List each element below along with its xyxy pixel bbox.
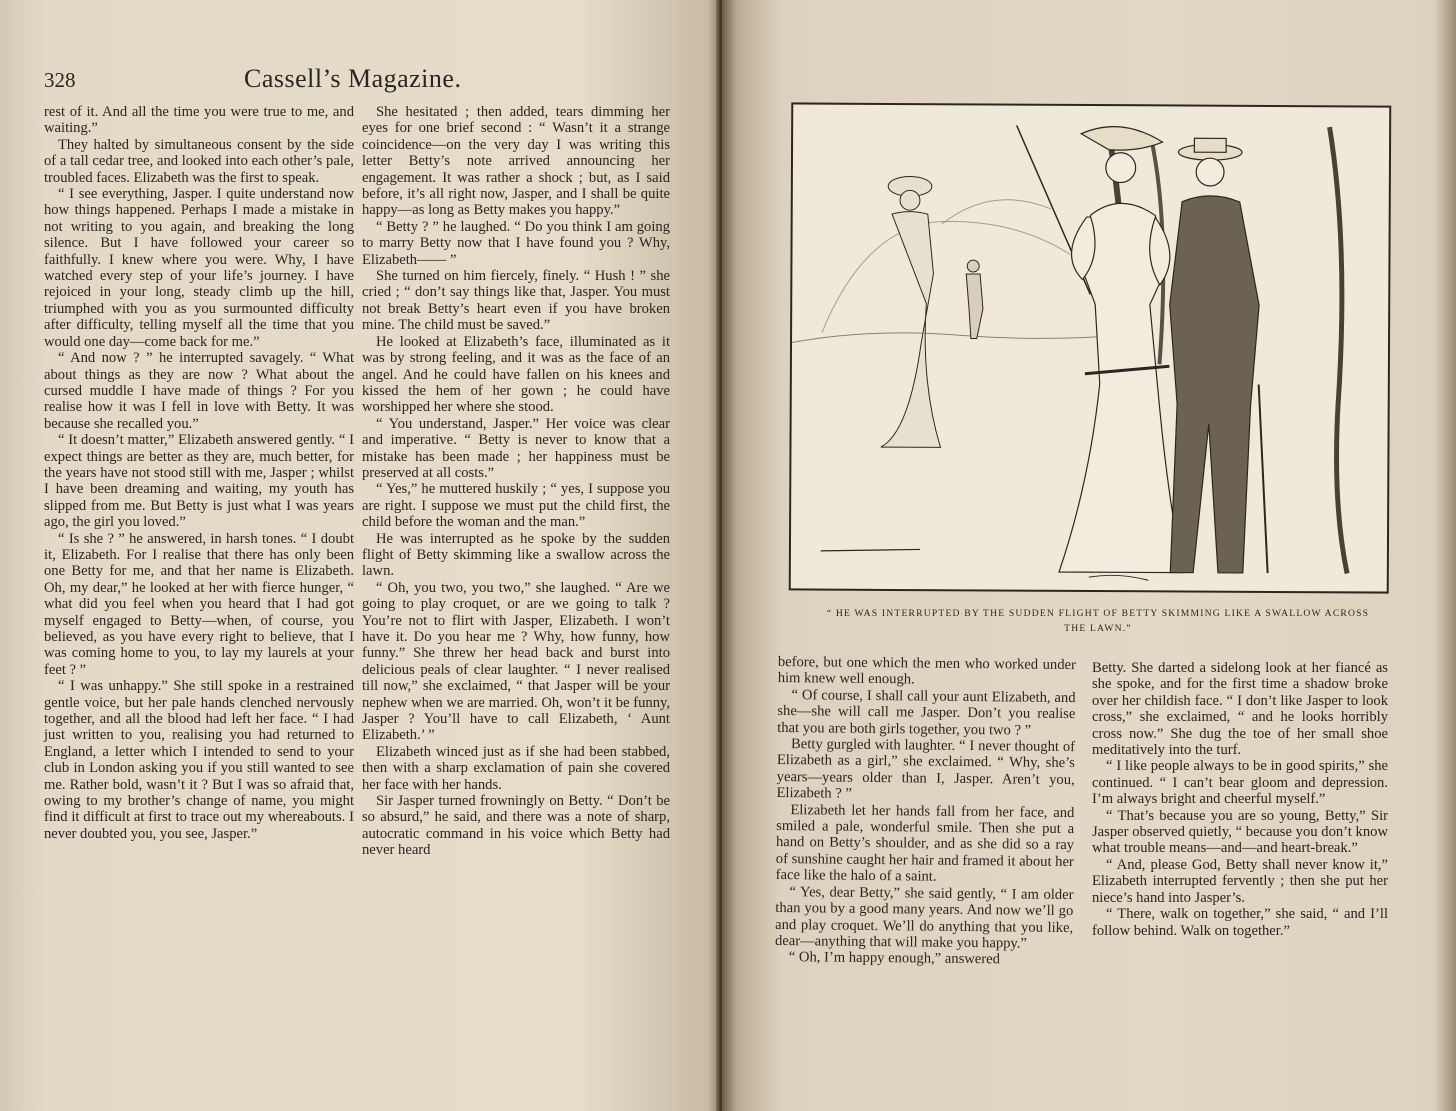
text-column-1 xyxy=(44,104,354,842)
paragraph: “ It doesn’t matter,” Elizabeth answered gently. “ I expect things are better as they are, much better, for the years have not stood still with me, Jasper ; whilst I have been dreaming and waiting, my youth has slipped from me. But Betty is just what I was years ago, the girl you loved.” xyxy=(44,432,354,531)
paragraph: “ Is she ? ” he answered, in harsh tones. “ I doubt it, Elizabeth. For I realise that there has only been one Betty for me, and that her name is Elizabeth. Oh, my dear,” he looked at her with fierce hunger, “ what did you feel when you heard that I had got myself engaged to Betty—when, of course, you believed, as you have every right to believe, that I was coming home to you, to lay my laurels at your feet ? ” xyxy=(44,530,354,678)
paragraph: “ You understand, Jasper.” Her voice was clear and imperative. “ Betty is never to know that a mistake has been made ; her happiness must be preserved at all costs.” xyxy=(362,415,670,481)
paragraph: rest of it. And all the time you were true to me, and waiting.” xyxy=(44,104,354,137)
paragraph: “ Oh, I’m happy enough,” answered xyxy=(788,949,1001,968)
magazine-title: Cassell’s Magazine. xyxy=(244,64,462,93)
text-column-2 xyxy=(362,104,670,859)
page-header xyxy=(40,64,680,100)
paragraph: “ I see everything, Jasper. I quite understand now how things happened. Perhaps I made a mistake in not writing to you again, and breaking the long silence. But I have followed your career so faithfully. I knew where you were. Why, I have watched every step of your life’s journey. I have rejoiced in your long, steady climb up the hill, triumphed with you as you surmounted difficulty after difficulty, telling myself all the time that you would one day—come back for me.” xyxy=(44,186,354,350)
page-number: 328 xyxy=(44,68,76,92)
paragraph: “ That’s because you are so young, Betty,” Sir Jasper observed quietly, “ because you don’t know what trouble means—and—and heart-break.” xyxy=(1092,807,1388,857)
left-page xyxy=(0,0,722,1111)
paragraph: She hesitated ; then added, tears dimming her eyes for one brief second : “ Wasn’t it a strange coincidence—on the very day I was writing this letter Betty’s note arrived announcing her engagement. It was rather a shock ; but, as I said before, it’s all right now, Jasper, and I shall be quite happy—as long as Betty makes you happy.” xyxy=(362,104,670,219)
illustration-drawing xyxy=(791,104,1390,591)
paragraph: “ Of course, I shall call your aunt Elizabeth, and she—she will call me Jasper. Don’t you realise that you are both girls together, you two ? ” xyxy=(777,686,1076,739)
paragraph: Elizabeth winced just as if she had been stabbed, then with a sharp exclamation of pain she covered her face with her hands. xyxy=(362,743,670,793)
text-column-4 xyxy=(1092,660,1388,939)
paragraph: “ I like people always to be in good spirits,” she continued. “ I can’t bear gloom and depression. I’m always bright and cheerful myself.” xyxy=(1092,758,1388,808)
paragraph: “ Oh, you two, you two,” she laughed. “ Are we going to play croquet, or are we going to talk ? You’re not to flirt with Jasper, Elizabeth. I won’t have it. Do you hear me ? Why, how funny, how funny.” She threw her head back and burst into delicious peals of clear laughter. “ I never realised till now,” she exclaimed, “ that Jasper will be your nephew when we are married. Oh, won’t it be funny, Jasper ? You’ll have to call Elizabeth, ‘ Aunt Elizabeth.’ ” xyxy=(362,579,670,744)
text-column-3 xyxy=(775,654,1076,969)
paragraph: “ Yes,” he muttered huskily ; “ yes, I suppose you are right. I suppose we must put the child first, the child before the woman and the man.” xyxy=(362,481,670,531)
paragraph: Betty gurgled with laughter. “ I never thought of Elizabeth as a girl,” she exclaimed. “ Why, she’s years—years older than I, Jasper. Aren’t you, Elizabeth ? ” xyxy=(776,736,1076,803)
illustration xyxy=(789,102,1392,593)
paragraph: Sir Jasper turned frowningly on Betty. “ Don’t be so absurd,” he said, and there was a note of sharp, autocratic command in his voice which Betty had never heard xyxy=(362,793,670,859)
paragraph: He was interrupted as he spoke by the sudden flight of Betty skimming like a swallow across the lawn. xyxy=(362,530,670,580)
paragraph: “ And, please God, Betty shall never know it,” Elizabeth interrupted fervently ; then she put her niece’s hand into Jasper’s. xyxy=(1092,856,1388,906)
paragraph: before, but one which the men who worked under him knew well enough. xyxy=(777,654,1076,688)
paragraph: “ I was unhappy.” She still spoke in a restrained gentle voice, but her pale hands clenched nervously together, and all the blood had left her face. “ I had just written to you, realising you had returned to England, a letter which I intended to send to your club in London asking you if you still wanted to see me. Rather bold, wasn’t it ? But I was so afraid that, owing to my brother’s change of name, you might find it difficult at first to trace out my whereabouts. I never doubted you, you see, Jasper.” xyxy=(44,678,354,842)
paragraph: “ And now ? ” he interrupted savagely. “ What about things as they are now ? What about the cursed muddle I have made of things ? For you realise how it was I fell in love with Betty. It was because she recalled you.” xyxy=(44,350,354,432)
paragraph: Betty. She darted a sidelong look at her fiancé as she spoke, and for the first time a shadow broke over her childish face. “ I don’t like Jasper to look cross,” she exclaimed, “ and he looks horribly cross now.” She dug the toe of her small shoe meditatively into the turf. xyxy=(1092,660,1388,759)
paragraph: “ There, walk on together,” she said, “ and I’ll follow behind. Walk on together.” xyxy=(1092,906,1388,939)
paragraph: “ Yes, dear Betty,” she said gently, “ I am older than you by a good many years. And now we’ll go and play croquet. We’ll do anything that you like, dear—anything that will make you happy.” xyxy=(774,883,1074,952)
illustration-caption: “ HE WAS INTERRUPTED BY THE SUDDEN FLIGHT OF BETTY SKIMMING LIKE A SWALLOW ACROSS THE LAWN.” xyxy=(826,608,1370,634)
paragraph: She turned on him fiercely, finely. “ Hush ! ” she cried ; “ don’t say things like that, Jasper. You must not break Betty’s heart even if you have broken mine. The child must be saved.” xyxy=(362,268,670,334)
paragraph: They halted by simultaneous consent by the side of a tall cedar tree, and looked into each other’s pale, troubled faces. Elizabeth was the first to speak. xyxy=(44,136,354,186)
paragraph: Elizabeth let her hands fall from her face, and smiled a pale, wonderful smile. Then she put a hand on Betty’s shoulder, and as she did so a ray of sunshine caught her hair and framed it about her face like the halo of a saint. xyxy=(775,801,1075,885)
paragraph: “ Betty ? ” he laughed. “ Do you think I am going to marry Betty now that I have found you ? Why, Elizabeth—— ” xyxy=(362,218,670,268)
paragraph: He looked at Elizabeth’s face, illuminated as it was by strong feeling, and it was as the face of an angel. And he could have fallen on his knees and kissed the hem of her gown ; he could have worshipped her where she stood. xyxy=(362,333,670,416)
